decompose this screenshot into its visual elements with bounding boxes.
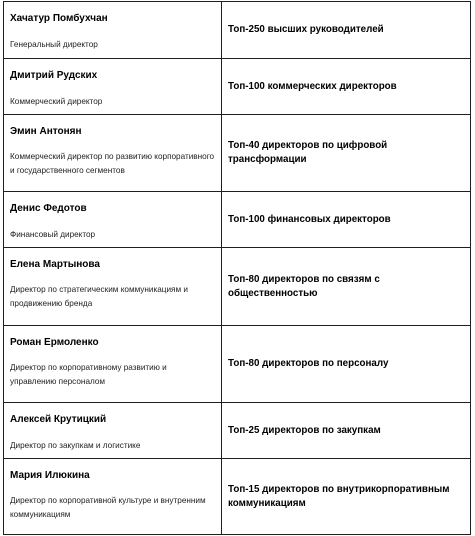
table-row <box>4 459 471 535</box>
table-row <box>4 59 471 115</box>
person-name: Мария Илюкина <box>10 470 90 481</box>
ranking-cell: Топ-15 директоров по внутрикорпоративным коммуникациям <box>222 459 471 535</box>
person-role: Финансовый директор <box>10 230 96 239</box>
ranking-cell: Топ-250 высших руководителей <box>222 2 471 59</box>
person-role: Директор по корпоративному развитию и управлению персоналом <box>10 363 167 386</box>
person-role: Коммерческий директор по развитию корпоративного и государственного сегментов <box>10 152 215 175</box>
person-cell <box>4 403 222 459</box>
person-role: Директор по стратегическим коммуникациям и продвижению бренда <box>10 285 188 308</box>
person-name: Денис Федотов <box>10 203 87 214</box>
person-role: Директор по корпоративной культуре и внутренним коммуникациям <box>10 496 206 519</box>
person-name: Дмитрий Рудских <box>10 70 98 81</box>
ranking-cell: Топ-25 директоров по закупкам <box>222 403 471 459</box>
table-row <box>4 115 471 192</box>
person-name: Алексей Крутицкий <box>10 414 107 425</box>
person-role: Генеральный директор <box>10 40 98 49</box>
table-row <box>4 248 471 326</box>
table-row <box>4 326 471 403</box>
person-cell <box>4 2 222 59</box>
ranking-cell: Топ-80 директоров по связям с общественностью <box>222 248 471 326</box>
person-name: Елена Мартынова <box>10 259 100 270</box>
person-name: Хачатур Помбухчан <box>10 13 108 24</box>
person-cell <box>4 248 222 326</box>
person-cell <box>4 326 222 403</box>
rankings-table <box>3 1 471 535</box>
table-row <box>4 2 471 59</box>
ranking-cell: Топ-100 финансовых директоров <box>222 192 471 248</box>
ranking-cell: Топ-40 директоров по цифровой трансформации <box>222 115 471 192</box>
person-cell <box>4 115 222 192</box>
ranking-cell: Топ-100 коммерческих директоров <box>222 59 471 115</box>
person-cell <box>4 192 222 248</box>
person-cell <box>4 59 222 115</box>
person-role: Коммерческий директор <box>10 97 103 106</box>
ranking-cell: Топ-80 директоров по персоналу <box>222 326 471 403</box>
person-name: Роман Ермоленко <box>10 337 99 348</box>
table-row <box>4 192 471 248</box>
table-row <box>4 403 471 459</box>
person-cell <box>4 459 222 535</box>
person-name: Эмин Антонян <box>10 126 82 137</box>
person-role: Директор по закупкам и логистике <box>10 441 141 450</box>
